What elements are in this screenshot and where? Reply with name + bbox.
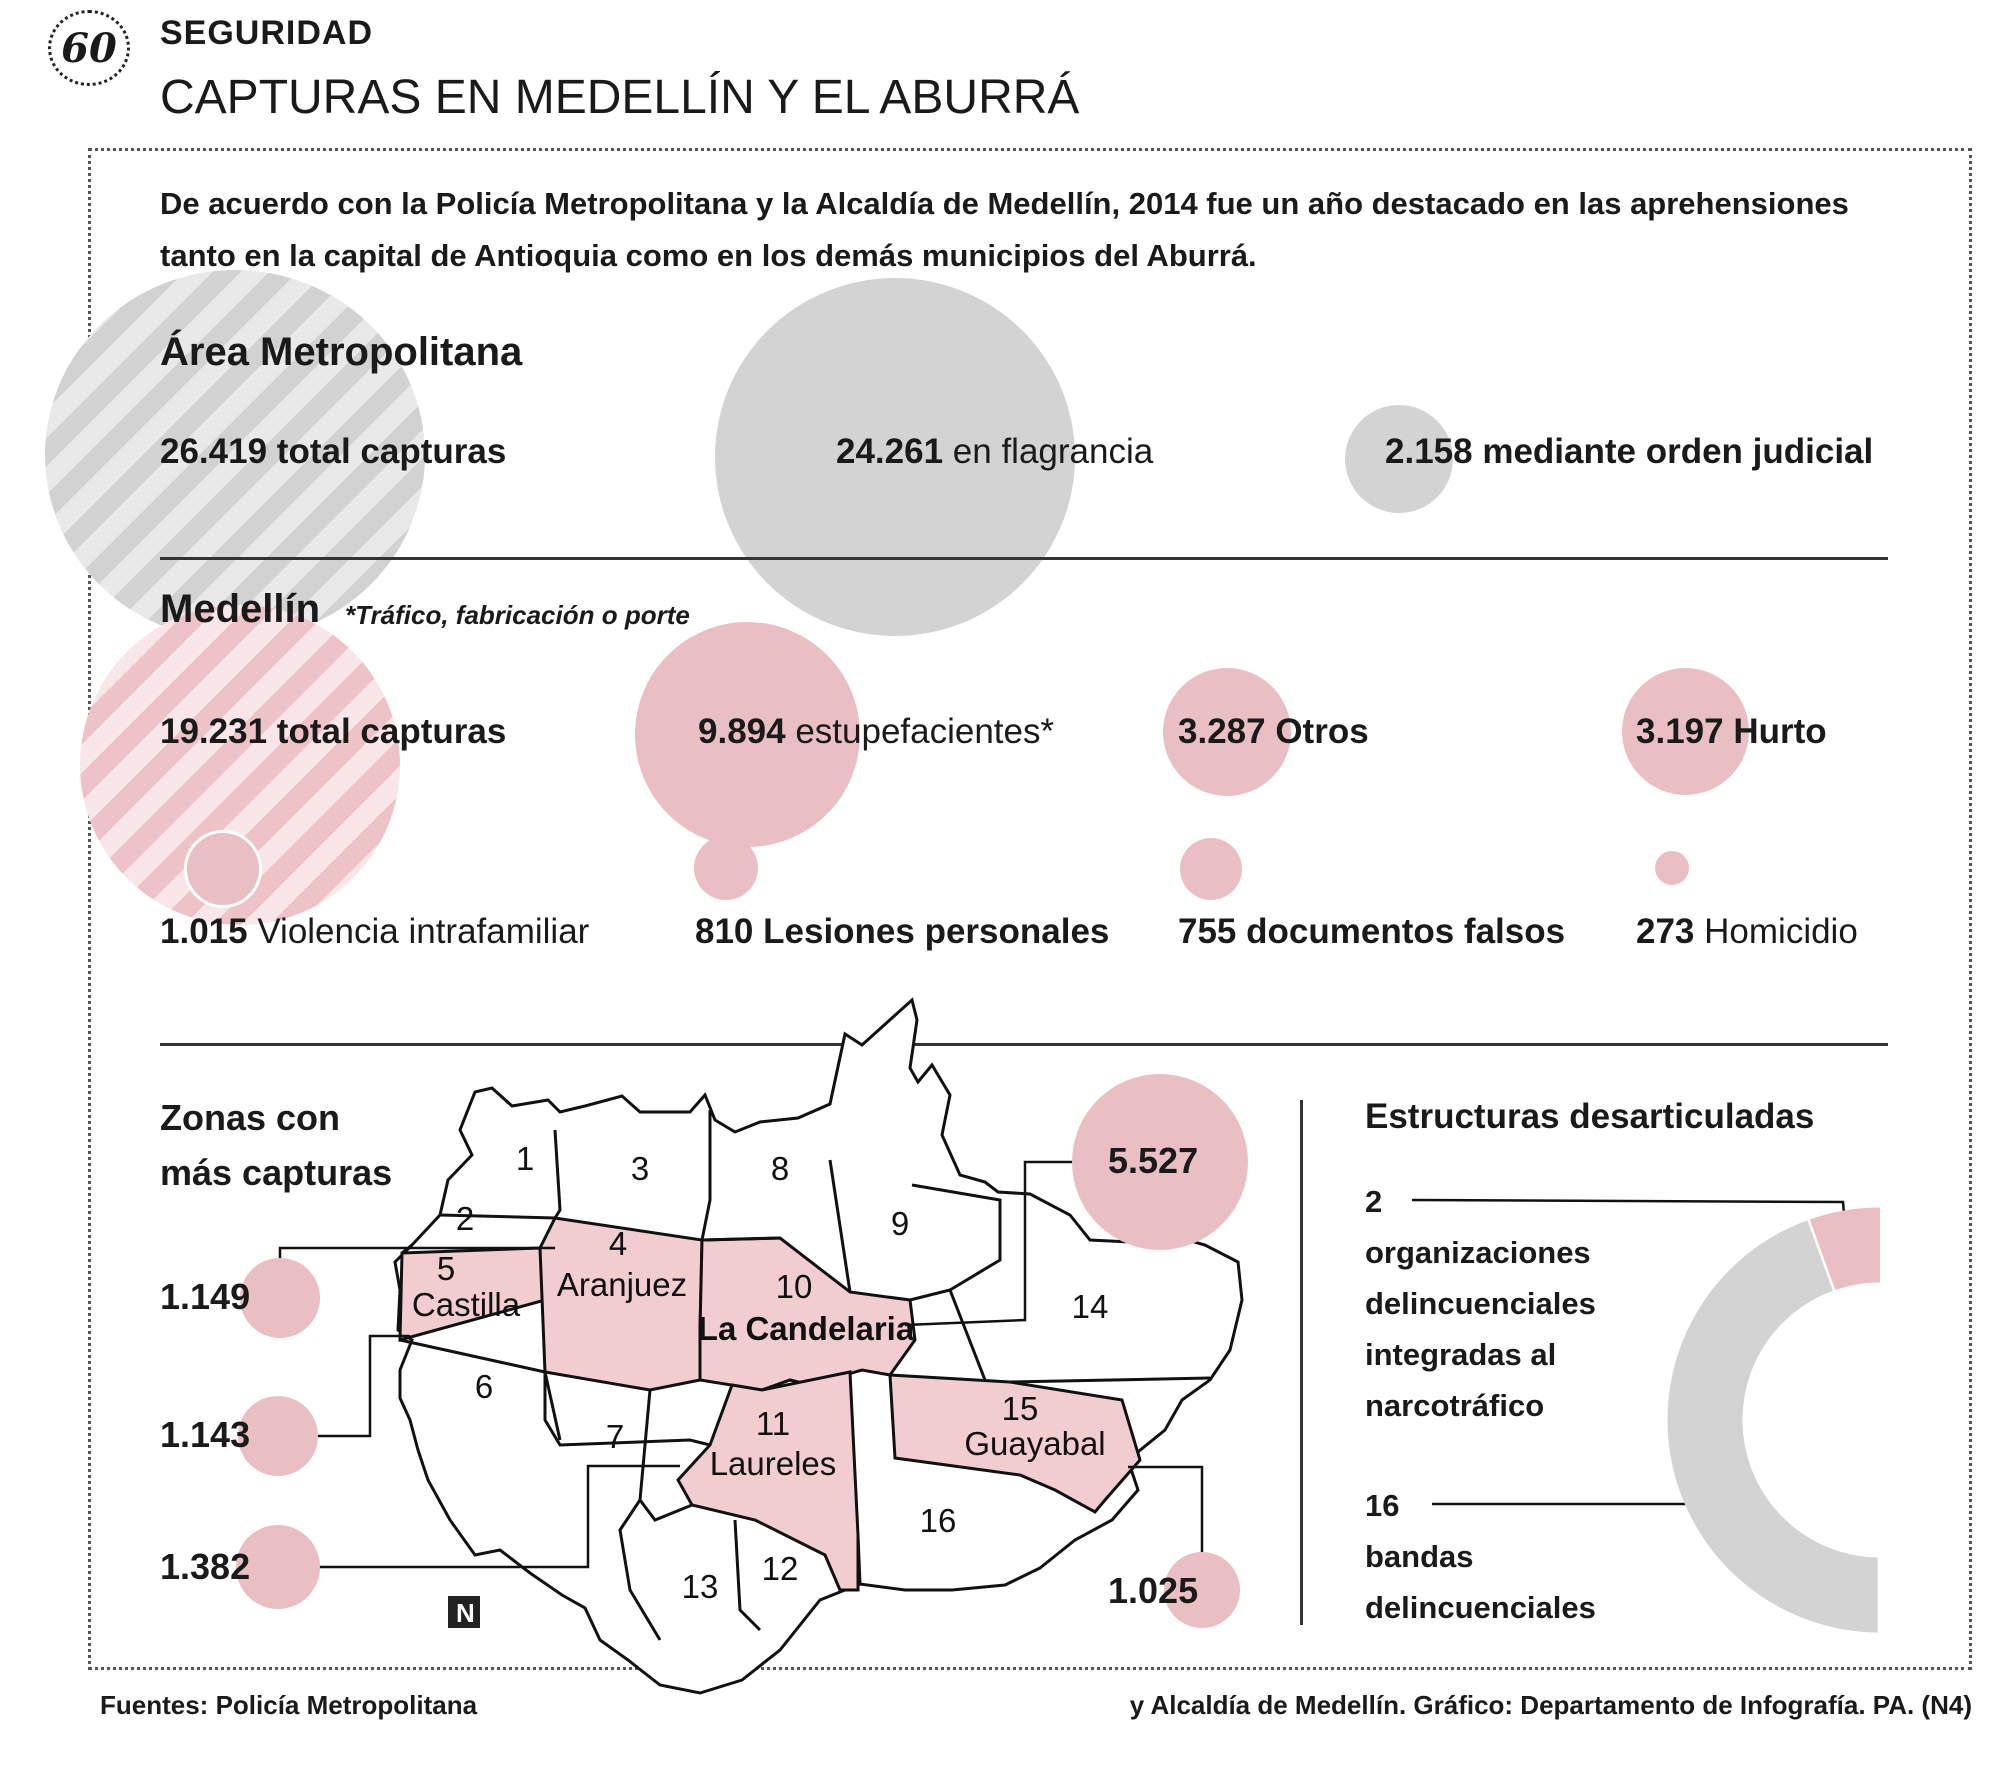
comuna-13-label: 13 [681,1568,719,1605]
callout-bubble-castilla [240,1258,320,1338]
value: 2.158 [1385,432,1473,471]
estructuras-b-line2: delincuenciales [1365,1590,1596,1625]
zone-name-guayabal: Guayabal [964,1425,1106,1462]
estructuras-a-line2: delincuenciales [1365,1286,1596,1321]
label: total capturas [276,712,507,751]
comuna-12-label: 12 [761,1550,799,1587]
callout-value-castilla: 1.149 [160,1276,251,1317]
comuna-4-label: 4 [608,1225,628,1262]
callout-value-aranjuez: 1.143 [160,1414,251,1455]
value: 3.197 [1636,712,1724,751]
callout-value-candelaria: 5.527 [1108,1140,1199,1181]
comuna-6-label: 6 [474,1368,494,1405]
estructuras-heading: Estructuras desarticuladas [1365,1097,1815,1136]
zones-heading-line1: Zonas con [160,1097,341,1138]
estructuras-b [1365,1480,1596,1633]
divider-vertical [1300,1100,1303,1625]
label: mediante orden judicial [1482,432,1874,471]
value: 26.419 [160,432,268,471]
value: 3.287 [1178,712,1266,751]
estructuras-a [1365,1176,1596,1431]
estructuras-a-line3: integradas al [1365,1337,1557,1372]
footer-credits: y Alcaldía de Medellín. Gráfico: Departamento de Infografía. PA. (N4) [1129,1690,1972,1720]
comuna-9-label: 9 [890,1205,910,1242]
value: 273 [1636,912,1695,951]
zone-name-candelaria: La Candelaria [697,1310,915,1347]
zones-heading-line2: más capturas [160,1152,393,1193]
label: Violencia intrafamiliar [257,912,590,951]
value: 19.231 [160,712,268,751]
label: Lesiones personales [763,912,1110,951]
comuna-15-label: 15 [1001,1390,1039,1427]
estructuras-b-value: 16 [1365,1488,1400,1523]
label: documentos falsos [1246,912,1566,951]
page-title: CAPTURAS EN MEDELLÍN Y EL ABURRÁ [160,71,1080,124]
label: Hurto [1733,712,1827,751]
callout-value-laureles: 1.382 [160,1546,251,1587]
comuna-10-label: 10 [775,1268,813,1305]
comuna-7-label: 7 [605,1418,625,1455]
footer-sources: Fuentes: Policía Metropolitana [100,1690,478,1720]
section-label: SEGURIDAD [160,14,374,52]
comuna-14-label: 14 [1071,1288,1109,1325]
intro-paragraph: De acuerdo con la Policía Metropolitana y la Alcaldía de Medellín, 2014 fue un año destacado en las aprehensiones tanto en la capital de Antioquia como en los demás municipios del Aburrá. [160,186,1849,273]
comuna-5-label: 5 [436,1250,456,1287]
value: 810 [695,912,754,951]
medellin-note: *Tráfico, fabricación o porte [345,600,690,630]
value: 1.015 [160,912,248,951]
estructuras-a-line1: organizaciones [1365,1235,1591,1270]
comuna-11-label: 11 [755,1405,791,1442]
page-number-badge: 60 [48,10,130,86]
label: estupefacientes* [795,712,1055,751]
label: total capturas [276,432,507,471]
north-label: N [456,1598,475,1628]
zone-name-laureles: Laureles [709,1445,837,1482]
value: 9.894 [698,712,786,751]
estructuras-a-line4: narcotráfico [1365,1388,1545,1423]
value: 24.261 [836,432,944,471]
value: 755 [1178,912,1237,951]
estructuras-b-line1: bandas [1365,1539,1474,1574]
label: en flagrancia [952,432,1154,471]
area-heading: Área Metropolitana [160,330,523,374]
comuna-16-label: 16 [919,1502,957,1539]
comuna-2-label: 2 [455,1200,475,1237]
zone-name-castilla: Castilla [411,1286,521,1323]
zone-name-aranjuez: Aranjuez [556,1266,688,1303]
comuna-1-label: 1 [515,1140,535,1177]
estructuras-a-value: 2 [1365,1184,1383,1219]
comuna-3-label: 3 [630,1150,650,1187]
comuna-8-label: 8 [770,1150,790,1187]
callout-value-guayabal: 1.025 [1108,1570,1199,1611]
label: Homicidio [1704,912,1858,951]
label: Otros [1275,712,1369,751]
medellin-heading: Medellín [160,587,321,631]
